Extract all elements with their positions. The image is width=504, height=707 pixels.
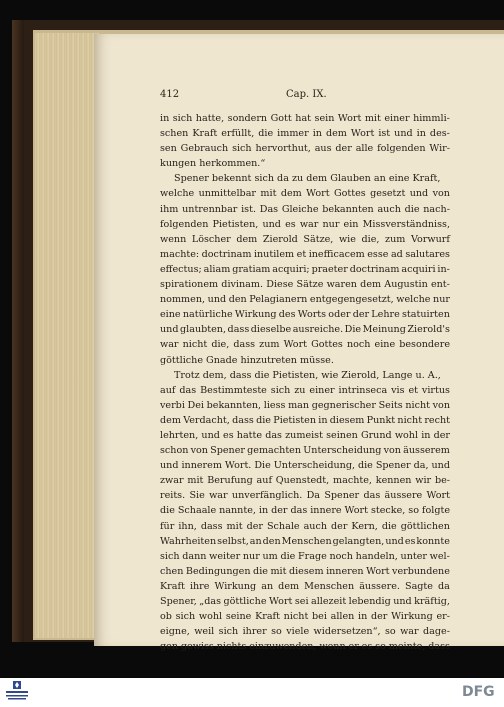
text-line: machte: doctrinam inutilem et inefficacem esse ad salutares [160, 248, 450, 260]
text-line: Spener, „das göttliche Wort sei allezeit lebendig und kräftig, [160, 596, 450, 607]
page-number: 412 [160, 89, 180, 100]
text-line: dem Verdacht, dass die Pietisten in diesem Punkt nicht recht [160, 414, 450, 426]
text-line: lehrten, und es hatte das zumeist seinen Grund wohl in der [160, 429, 450, 441]
text-line: in sich hatte, sondern Gott hat sein Wort mit einer himmli- [160, 113, 450, 124]
text-line: und innerem Wort. Die Unterscheidung, die Spener da, und [160, 460, 450, 472]
text-line: wenn Löscher dem Zierold Sätze, wie die, zum Vorwurf [160, 233, 450, 245]
text-line: Trotz dem, dass die Pietisten, wie Zierold, Lange u. A., [174, 369, 441, 381]
text-line: Spener bekennt sich da zu dem Glauben an eine Kraft, [174, 173, 441, 185]
text-line: Wahrheiten selbst, an den Menschen gelangten, und es konnte [160, 535, 450, 547]
text-line: gen gewiss nichts einzuwenden, wenn er es so meinte, dass [160, 641, 450, 653]
book-spine-edge [12, 20, 24, 642]
text-line: sen Gebrauch sich hervorthut, aus der alle folgenden Wir- [160, 143, 450, 155]
text-line: schen Kraft erfüllt, die immer in dem Wort ist und in des- [160, 128, 450, 140]
text-line: ihm untrennbar ist. Das Gleiche bekannten auch die nach- [160, 203, 450, 215]
text-line: spirationem divinam. Diese Sätze waren dem Augustin ent- [160, 279, 450, 291]
dfg-logo: DFG [462, 684, 495, 700]
running-head [160, 89, 450, 105]
text-line: Kraft ihre Wirkung an dem Menschen äussere. Sagte da [160, 580, 450, 592]
text-line: sich dann weiter nur um die Frage noch handeln, unter wel- [160, 550, 450, 562]
text-line: schon von Spener gemachten Unterscheidung von äusserem [160, 445, 450, 457]
text-line: kungen herkommen.“ [160, 158, 266, 170]
text-line: war nicht die, dass zum Wort Gottes noch eine besondere [160, 339, 450, 351]
text-line: chen Bedingungen die mit diesem inneren Wort verbundene [160, 565, 450, 577]
text-line: welche unmittelbar mit dem Wort Gottes gesetzt und von [160, 188, 450, 200]
text-line: nommen, und den Pelagianern entgegengesetzt, welche nur [160, 294, 450, 306]
text-line: auf das Bestimmteste sich zu einer intrinseca vis et virtus [160, 384, 450, 396]
slub-logo-icon [4, 680, 30, 702]
text-line: effectus; aliam gratiam acquiri; praeter doctrinam acquiri in- [160, 263, 450, 275]
text-line: die Schaale nannte, in der das innere Wort stecke, so folgte [160, 505, 450, 517]
chapter-heading: Cap. IX. [286, 89, 327, 100]
text-line: für ihn, dass mit der Schale auch der Kern, die göttlichen [160, 520, 450, 532]
text-line: eigne, weil sich ihrer so viele widersetzen“, so war dage- [160, 626, 450, 638]
text-line: zwar mit Berufung auf Quenstedt, machte, kennen wir be- [160, 475, 450, 487]
text-line: göttliche Gnade hinzutreten müsse. [160, 354, 334, 366]
text-line: folgenden Pietisten, und es war nur ein Missverständniss, [160, 218, 450, 230]
footer-bar [0, 678, 504, 707]
page-edges [35, 33, 99, 638]
body-text [160, 111, 450, 654]
text-line: reits. Sie war unverfänglich. Da Spener das äussere Wort [160, 490, 450, 502]
text-line: eine natürliche Wirkung des Worts oder der Lehre statuirten [160, 309, 450, 321]
text-line: verbi Dei bekannten, liess man gegnerischer Seits nicht von [160, 399, 450, 411]
text-line: und glaubten, dass dieselbe ausreiche. Die Meinung Zierold's [160, 324, 450, 336]
text-line: ob sich wohl seine Kraft nicht bei allen in der Wirkung er- [160, 611, 450, 623]
